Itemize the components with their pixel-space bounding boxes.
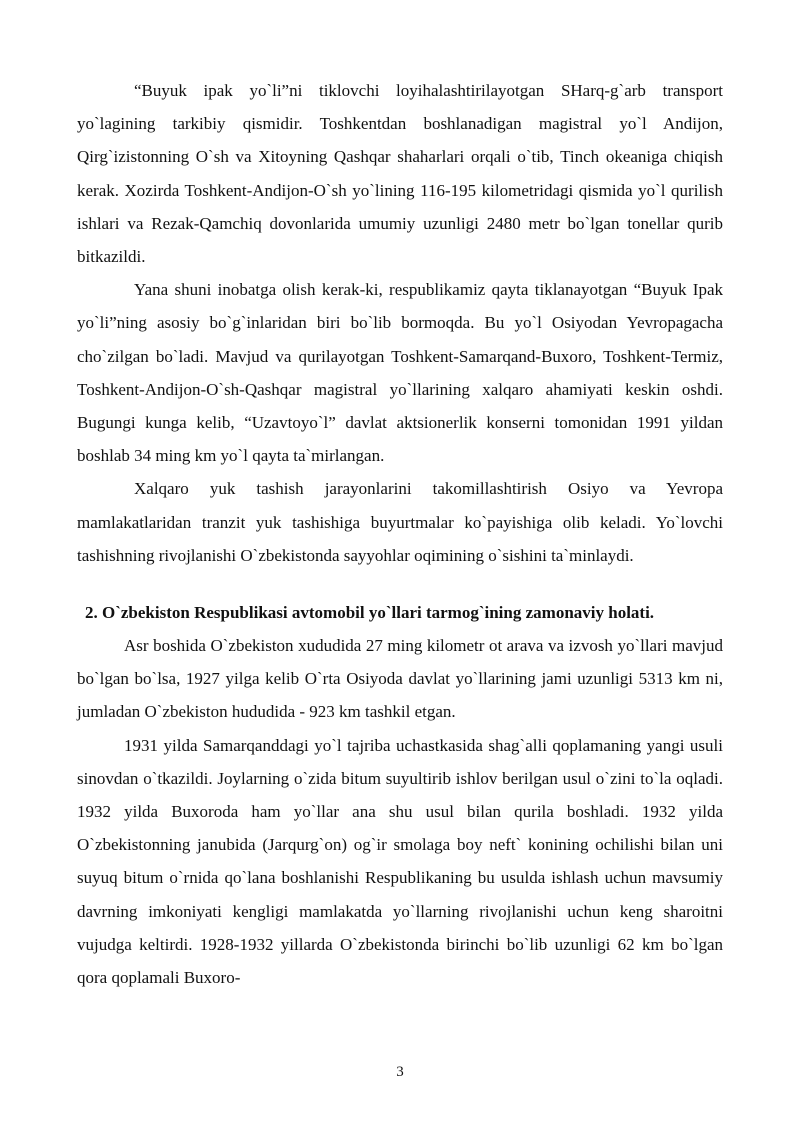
document-page	[77, 74, 723, 994]
paragraph-transit-cargo: Xalqaro yuk tashish jarayonlarini takomillashtirish Osiyo va Yevropa mamlakatlaridan tranzit yuk tashishiga buyurtmalar ko`payishiga olib keladi. Yo`lovchi tashishning rivojlanishi O`zbekistonda sayyohlar oqimining o`sishini ta`minlaydi.	[77, 479, 723, 565]
section-heading: 2. O`zbekiston Respublikasi avtomobil yo`llari tarmog`ining zamonaviy holati.	[85, 603, 655, 623]
page-number: 3	[396, 1064, 404, 1080]
paragraph-silk-road-links: Yana shuni inobatga olish kerak-ki, respublikamiz qayta tiklanayotgan “Buyuk Ipak yo`li”ning asosiy bo`g`inlaridan biri bo`lib bormoqda. Bu yo`l Osiyodan Yevropagacha cho`zilgan bo`ladi. Mavjud va qurilayotgan Toshkent-Samarqand-Buxoro, Toshkent-Termiz, Toshkent-Andijon-O`sh-Qashqar magistral yo`llarining xalqaro ahamiyati keskin oshdi. Bugungi kunga kelib, “Uzavtoyo`l” davlat aktsionerlik konserni tomonidan 1991 yildan boshlab 34 ming km yo`l qayta ta`mirlangan.	[77, 280, 723, 466]
paragraph-road-history: Asr boshida O`zbekiston xududida 27 ming kilometr ot arava va izvosh yo`llari mavjud bo`lgan bo`lsa, 1927 yilga kelib O`rta Osiyoda davlat yo`llarining jami uzunligi 5313 km ni, jumladan O`zbekiston hududida - 923 km tashkil etgan.	[77, 636, 723, 722]
paragraph-road-construction: 1931 yilda Samarqanddagi yo`l tajriba uchastkasida shag`alli qoplamaning yangi usuli sinovdan o`tkazildi. Joylarning o`zida bitum suyultirib ishlov berilgan usul o`zini to`la oqladi. 1932 yilda Buxoroda ham yo`llar ana shu usul bilan qurila boshladi. 1932 yilda O`zbekistonning janubida (Jarqurg`on) og`ir smolaga boy neft` konining ochilishi bilan uni suyuq bitum o`rnida qo`lana boshlanishi Respublikaning bu usulda ishlash uchun mavsumiy davrning imkoniyati kengligi mamlakatda yo`llarning rivojlanishi uchun keng sharoitni vujudga keltirdi. 1928-1932 yillarda O`zbekistonda birinchi bo`lib uzunligi 62 km bo`lgan qora qoplamali Buxoro-	[77, 735, 723, 988]
paragraph-silk-road-corridor: “Buyuk ipak yo`li”ni tiklovchi loyihalashtirilayotgan SHarq-g`arb transport yo`lagining tarkibiy qismidir. Toshkentdan boshlanadigan magistral yo`l Andijon, Qirg`izistonning O`sh va Xitoyning Qashqar shaharlari orqali o`tib, Tinch okeaniga chiqish kerak. Xozirda Toshkent-Andijon-O`sh yo`lining 116-195 kilometridagi qismida yo`l qurilish ishlari va Rezak-Qamchiq dovonlarida umumiy uzunligi 2480 metr bo`lgan tonellar qurib bitkazildi.	[77, 81, 723, 267]
